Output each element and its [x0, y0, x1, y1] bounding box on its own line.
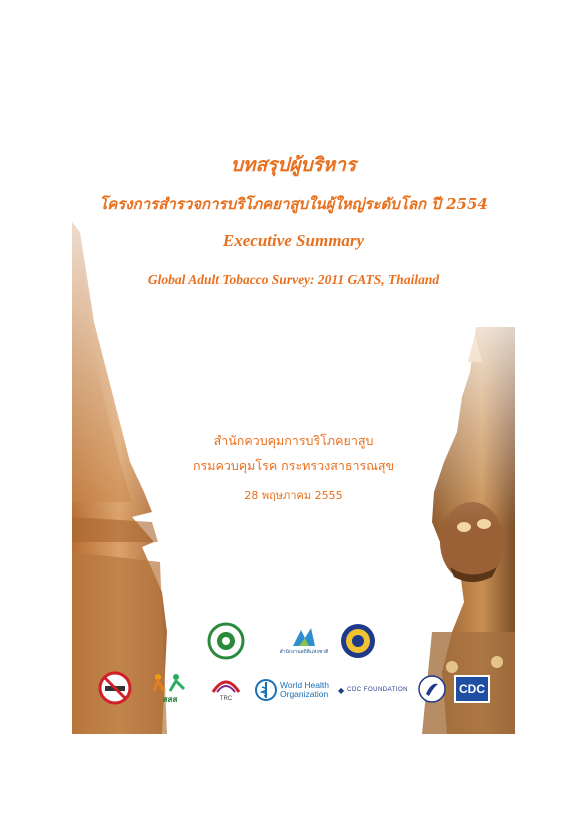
office-name: สำนักควบคุมการบริโภคยาสูบ	[213, 433, 374, 448]
who-name-line2: Organization	[280, 689, 329, 699]
department-name: กรมควบคุมโรค กระทรวงสาธารณสุข	[192, 458, 395, 473]
subtitle-english: Global Adult Tobacco Survey: 2011 GATS, Thailand	[147, 272, 440, 287]
cdc-foundation-logo	[334, 680, 412, 700]
cdc-label: CDC	[459, 682, 485, 696]
title-thai: บทสรุปผู้บริหาร	[230, 154, 357, 176]
project-title-thai: โครงการสำรวจการบริโภคยาสูบในผู้ใหญ่ระดับโลก ปี 2554	[99, 195, 488, 213]
publication-date: 28 พฤษภาคม 2555	[244, 489, 343, 502]
hhs-logo	[415, 672, 449, 706]
pagoda-illustration	[72, 222, 172, 734]
report-cover	[72, 72, 515, 734]
moph-seal-logo	[206, 621, 246, 661]
title-english: Executive Summary	[222, 231, 365, 250]
who-name-line1: World Health	[280, 680, 329, 690]
thaihealth-label: สสส	[162, 694, 178, 704]
trc-logo	[206, 672, 246, 706]
nso-logo	[272, 621, 336, 661]
cdc-foundation-label: CDC FOUNDATION	[347, 687, 409, 693]
nso-label: สำนักงานสถิติแห่งชาติ	[279, 649, 329, 655]
trc-label: TRC	[219, 696, 233, 702]
no-smoking-logo	[96, 669, 134, 707]
drop-icon: ◆	[337, 685, 345, 695]
cdc-logo	[454, 675, 490, 703]
who-logo	[252, 675, 332, 705]
university-seal-logo	[338, 621, 378, 661]
thaihealth-logo	[144, 669, 196, 707]
who-emblem-icon	[255, 679, 277, 701]
